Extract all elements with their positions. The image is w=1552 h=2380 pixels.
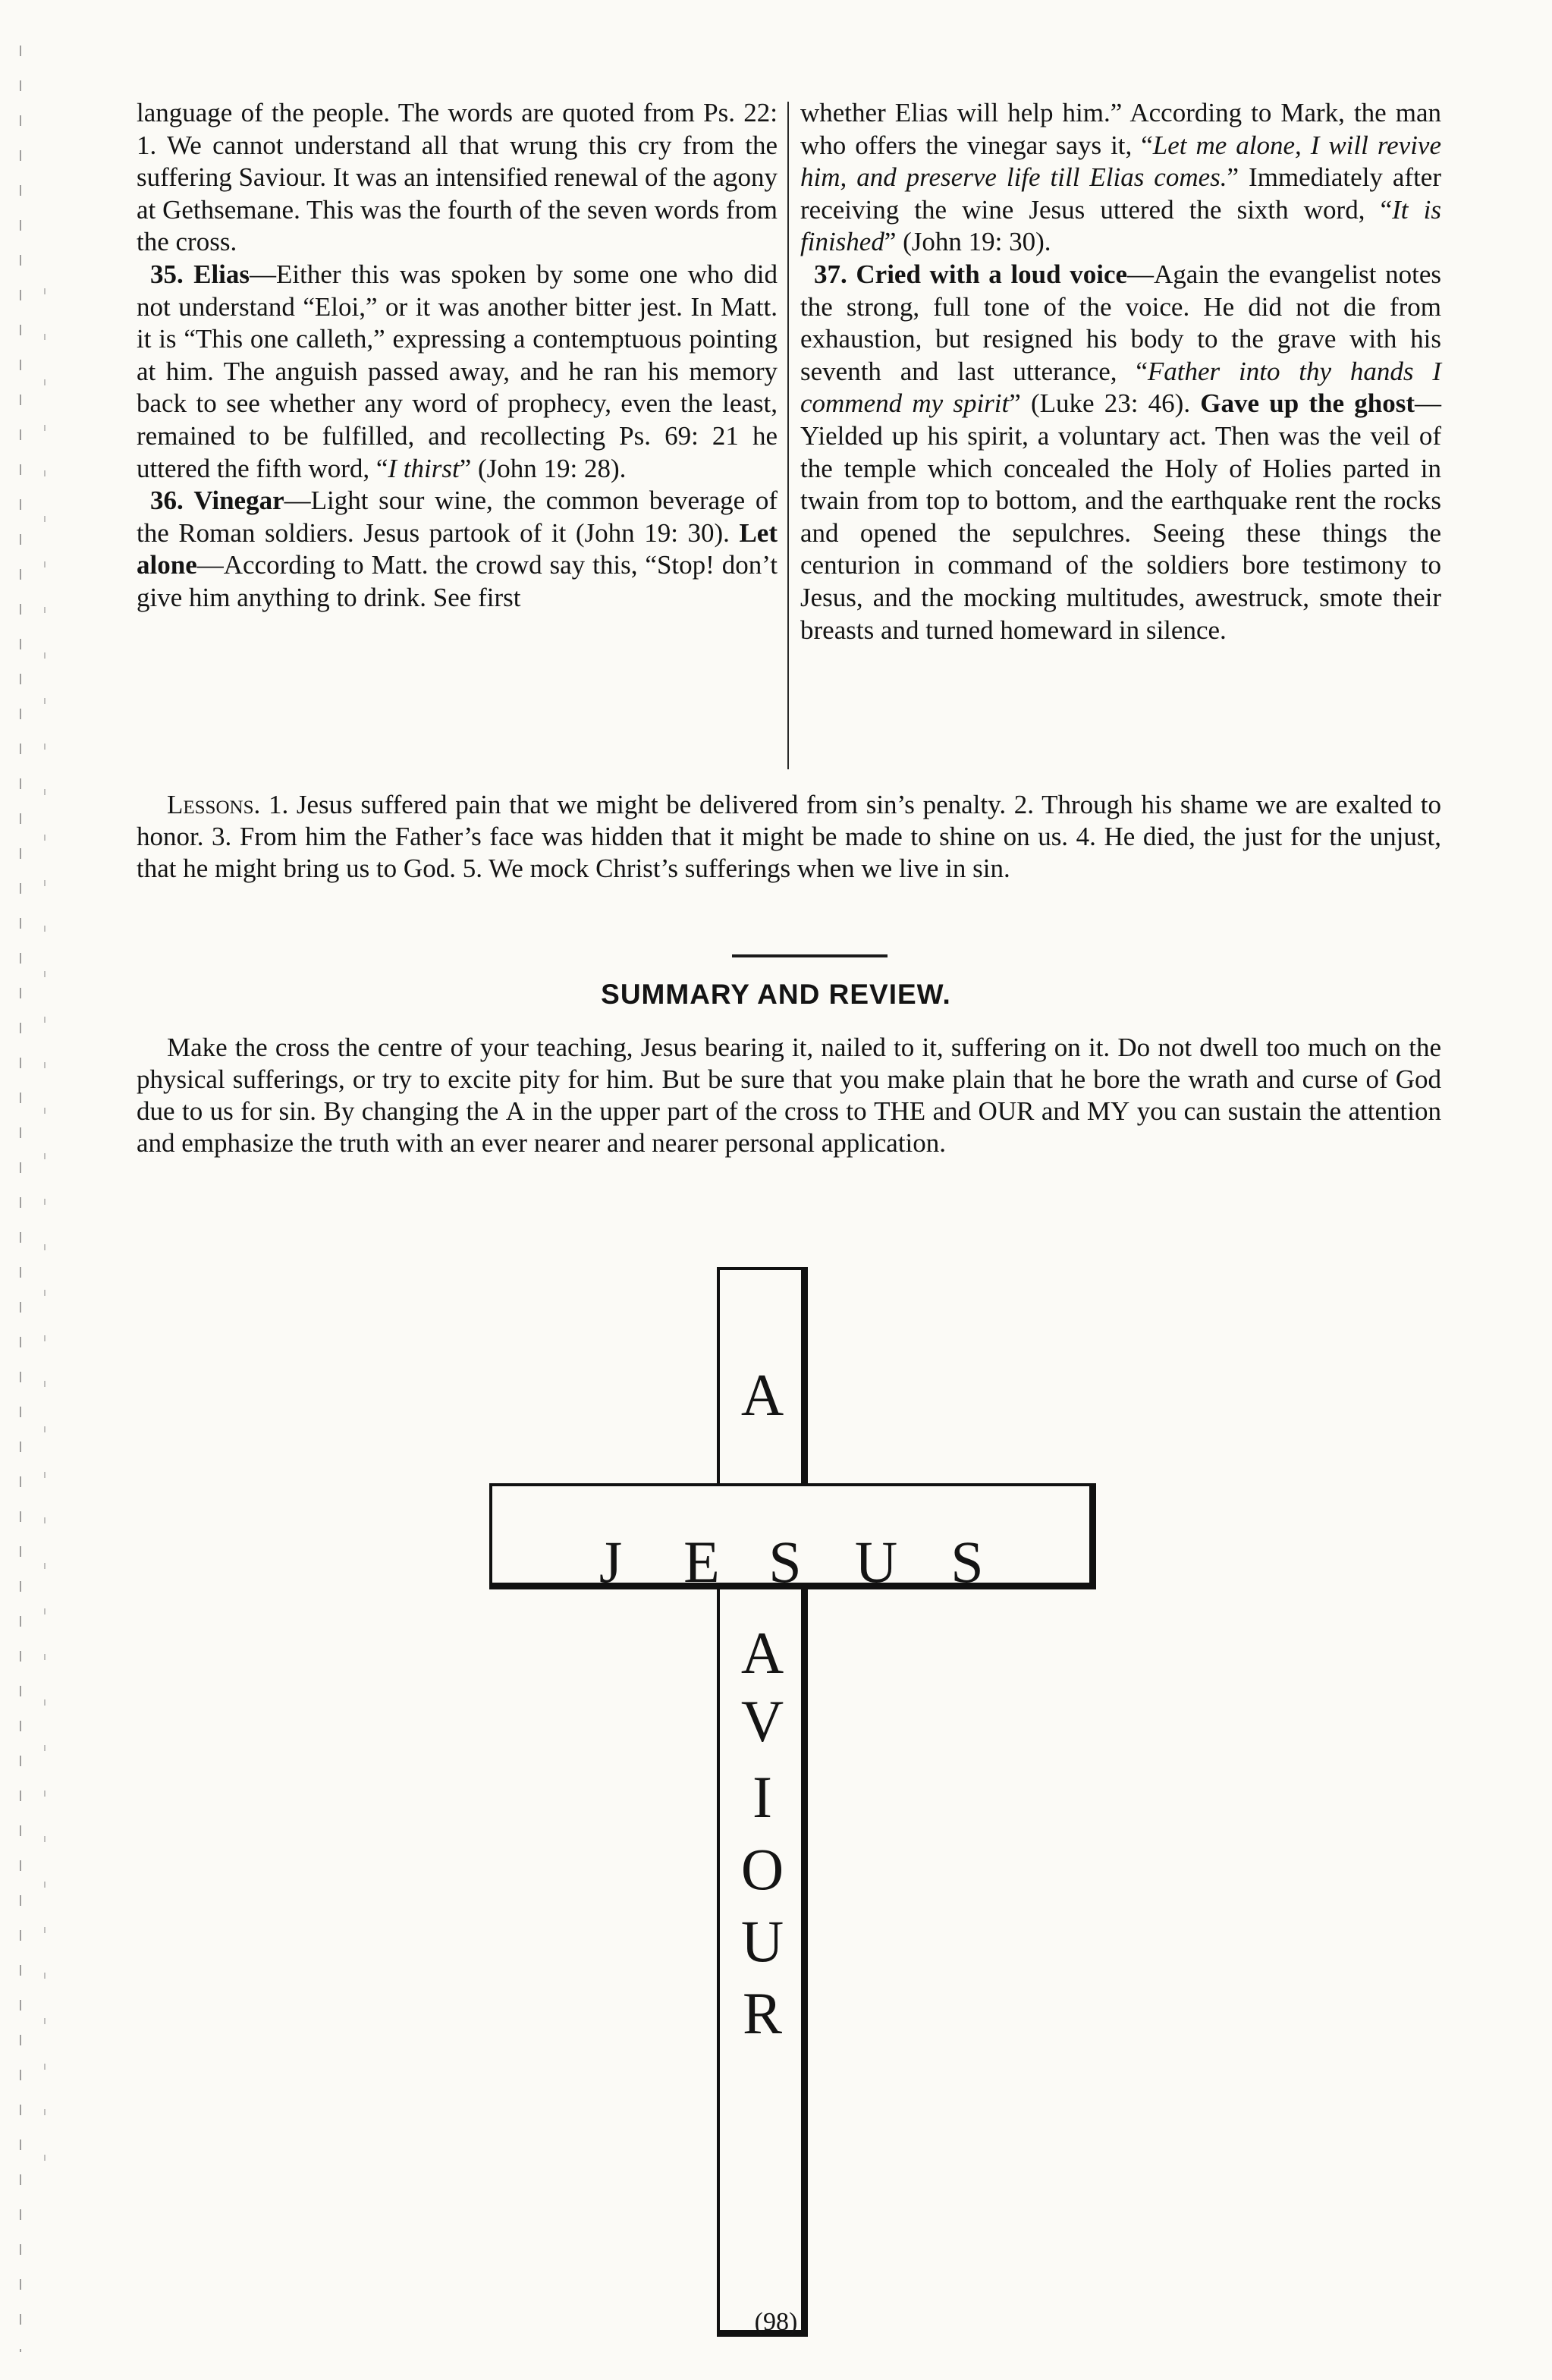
cross-letter-across: S [768,1529,802,1595]
cross-letter-down: V [740,1688,784,1754]
page-number: (98) [754,2308,798,2336]
cross-letter-down: U [740,1908,784,1974]
section-heading: SUMMARY AND REVIEW. [601,979,951,1010]
quoted-text: Let me alone, I will revive him, and preserve life till Elias comes. [800,130,1442,193]
quoted-word: I thirst [388,453,460,483]
two-column-text [137,97,1441,780]
right-column [800,97,1441,646]
cross-letter-across: U [854,1529,898,1595]
margin-artifact [20,46,21,2352]
cross-letter-across: J [598,1529,623,1595]
note-term: Cried with a loud voice [856,259,1128,289]
cross-letter-down: I [752,1764,772,1830]
margin-artifact [44,288,46,2185]
lessons-paragraph: Lessons. 1. Jesus suffered pain that we might be delivered from sin’s penalty. 2. Through his shame we are exalted to honor. 3. From him the Father’s face was hidden that it might be made to shine on us. 4. He died, the just for the unjust, that he might bring us to God. 5. We mock Christ’s sufferings when we live in sin. [137,790,1441,883]
quoted-word: Father into thy hands I commend my spirit [800,356,1441,419]
note-term: Gave up the ghost [1200,388,1415,419]
cross-letter-across: S [950,1529,984,1595]
paragraph: whether Elias will help him.” According to Mark, the man who offers the vinegar says it, “Let me alone, I will revive him, and preserve life till Elias comes.” Immediately after receiving the wine Jesus uttered the sixth word, “It is finished” (John 19: 30). [800,98,1442,257]
cross-letter-top: A [740,1362,784,1428]
cross-letter-down: R [742,1980,783,2046]
note-36: 36. Vinegar—Light sour wine, the common beverage of the Roman soldiers. Jesus partook of it (John 19: 30). Let alone—According to Matt. the crowd say this, “Stop! don’t give him anything to drink. See first [137,486,778,612]
note-term: Vinegar [193,486,284,516]
note-35: 35. Elias—Either this was spoken by some one who did not understand “Eloi,” or it was another bitter jest. In Matt. it is “This one calleth,” expressing a contemptuous pointing at him. The anguish passed away, and he ran his memory back to see whether any word of prophecy, even the least, remained to be fulfilled, and recollecting Ps. 69: 21 he uttered the fifth word, “I thirst” (John 19: 28). [137,259,778,483]
summary-paragraph: Make the cross the centre of your teaching, Jesus bearing it, nailed to it, suffering on it. Do not dwell too much on the physical sufferings, or try to excite pity for him. But be sure that you make plain that he bore the wrath and curse of God due to us for sin. By changing the A in the upper part of the cross to THE and OUR and MY you can sustain the attention and emphasize the truth with an ever nearer and nearer personal application. [137,1033,1441,1158]
note-number: 35. [150,259,184,289]
column-divider [787,102,789,769]
note-number: 37. [814,259,847,289]
lessons-label: Lessons. [167,790,261,819]
note-37: 37. Cried with a loud voice—Again the evangelist notes the strong, full tone of the voice. He did not die from exhaustion, but resigned his body to the grave with his seventh and last utterance, “Father into thy hands I commend my spirit” (Luke 23: 46). Gave up the ghost—Yielded up his spirit, a voluntary act. Then was the veil of the temple which concealed the Holy of Holies parted in twain from top to bottom, and the earthquake rent the rocks and opened the sepulchres. Seeing these things the centurion in command of the soldiers bore testimony to Jesus, and the mocking multitudes, awestruck, smote their breasts and turned homeward in silence. [800,259,1441,645]
quoted-word: It is finished [800,194,1441,257]
cross-letter-across: E [683,1529,720,1595]
section-rule [732,954,888,957]
paragraph: language of the people. The words are quoted from Ps. 22: 1. We cannot understand all that wrung this cry from the suffering Saviour. It was an intensified renewal of the agony at Gethsemane. This was the fourth of the seven words from the cross. [137,98,778,257]
left-column [137,97,778,615]
cross-letter-down: A [740,1620,784,1686]
cross-letter-down: O [740,1836,784,1902]
note-term: Elias [193,259,250,289]
note-term: Let alone [137,517,778,580]
note-number: 36. [150,486,184,516]
